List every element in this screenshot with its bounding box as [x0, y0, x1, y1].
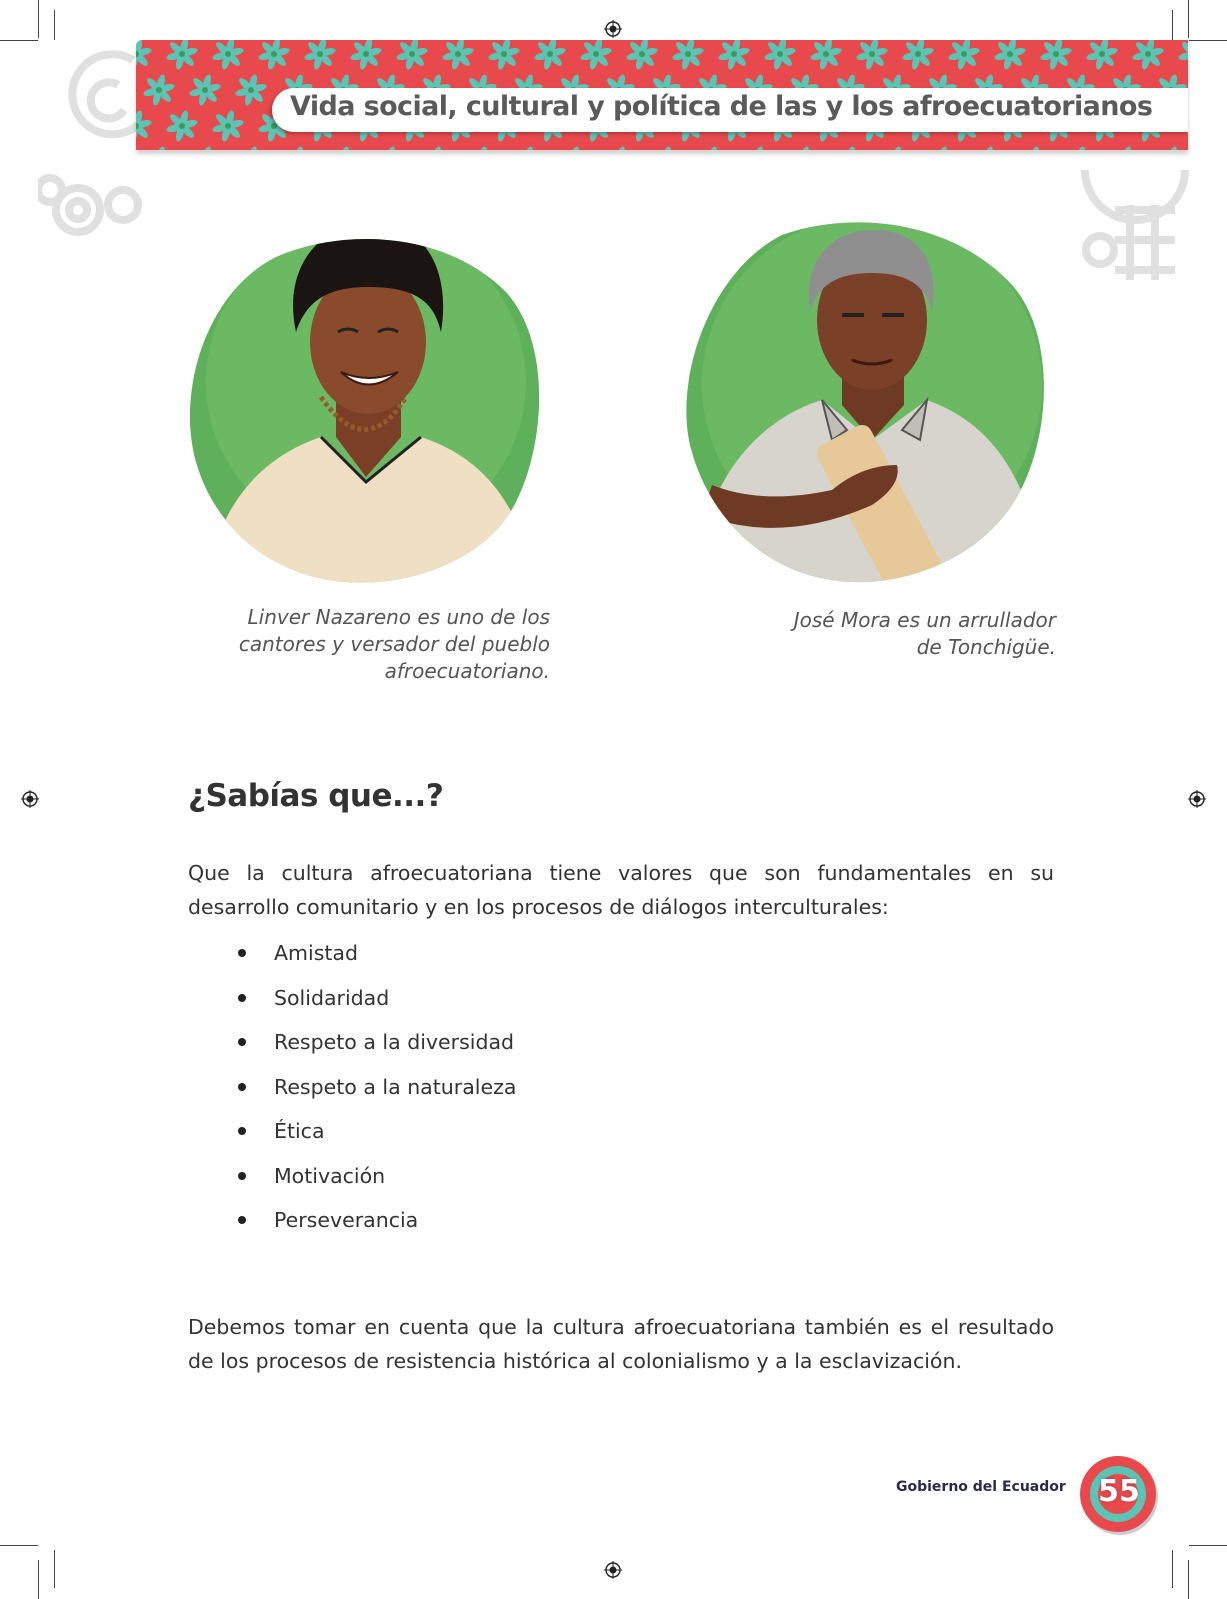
registration-mark-icon: [1188, 790, 1206, 808]
crop-mark: [38, 0, 39, 38]
bullet-icon: [238, 1127, 246, 1135]
bullet-icon: [238, 1216, 246, 1224]
intro-paragraph: Que la cultura afroecuatoriana tiene valores que son fundamentales en su desarrollo comunitario y en los procesos de diálogos interculturales:: [188, 861, 1054, 919]
spiral-ornament-icon: [1075, 140, 1190, 300]
crop-mark: [1189, 40, 1227, 41]
portrait-caption: [680, 607, 1056, 661]
list-item: [238, 940, 516, 985]
bullet-icon: [238, 949, 246, 957]
page-title: Vida social, cultural y política de las y los afroecuatorianos: [290, 91, 1153, 122]
portrait-illustration-jose-mora: [682, 215, 1054, 595]
crop-mark: [1188, 0, 1189, 38]
list-item: [238, 1118, 516, 1163]
spiral-ornament-icon: [38, 40, 148, 250]
publisher-label: Gobierno del Ecuador: [896, 1479, 1066, 1495]
list-item-label: Motivación: [274, 1163, 386, 1188]
crop-mark: [0, 1545, 38, 1546]
values-list: [238, 940, 516, 1252]
portrait-caption: [180, 604, 550, 685]
crop-mark: [38, 1560, 39, 1599]
list-item-label: Solidaridad: [274, 985, 390, 1010]
crop-mark: [54, 1550, 55, 1588]
crop-mark: [0, 40, 38, 41]
bullet-icon: [238, 1172, 246, 1180]
crop-mark: [1172, 10, 1173, 40]
caption-line: Linver Nazareno es uno de los: [247, 605, 550, 629]
crop-mark: [1189, 1545, 1227, 1546]
list-item: [238, 1207, 516, 1252]
list-item: [238, 985, 516, 1030]
page-number: 55: [1098, 1474, 1140, 1509]
list-item-label: Respeto a la naturaleza: [274, 1074, 517, 1099]
registration-mark-icon: [21, 790, 39, 808]
caption-line: José Mora es un arrullador: [793, 608, 1056, 632]
portrait-illustration-linver-nazareno: [186, 232, 546, 592]
caption-line: de Tonchigüe.: [916, 635, 1056, 659]
list-item: [238, 1163, 516, 1208]
bullet-icon: [238, 1083, 246, 1091]
crop-mark: [1172, 1550, 1173, 1588]
section-heading: ¿Sabías que...?: [188, 778, 444, 814]
bullet-icon: [238, 994, 246, 1002]
registration-mark-icon: [604, 20, 622, 38]
list-item-label: Amistad: [274, 941, 358, 965]
list-item-label: Perseverancia: [274, 1208, 419, 1232]
list-item-label: Respeto a la diversidad: [274, 1030, 515, 1054]
list-item: [238, 1029, 516, 1074]
crop-mark: [1188, 1560, 1189, 1599]
closing-paragraph: Debemos tomar en cuenta que la cultura afroecuatoriana también es el resultado de los procesos de resistencia histórica al colonialismo y a la esclavización.: [188, 1315, 1054, 1373]
caption-line: afroecuatoriano.: [384, 659, 550, 683]
list-item: [238, 1074, 516, 1119]
registration-mark-icon: [604, 1561, 622, 1579]
bullet-icon: [238, 1038, 246, 1046]
caption-line: cantores y versador del pueblo: [238, 632, 550, 656]
list-item-label: Ética: [274, 1119, 325, 1143]
crop-mark: [54, 10, 55, 40]
